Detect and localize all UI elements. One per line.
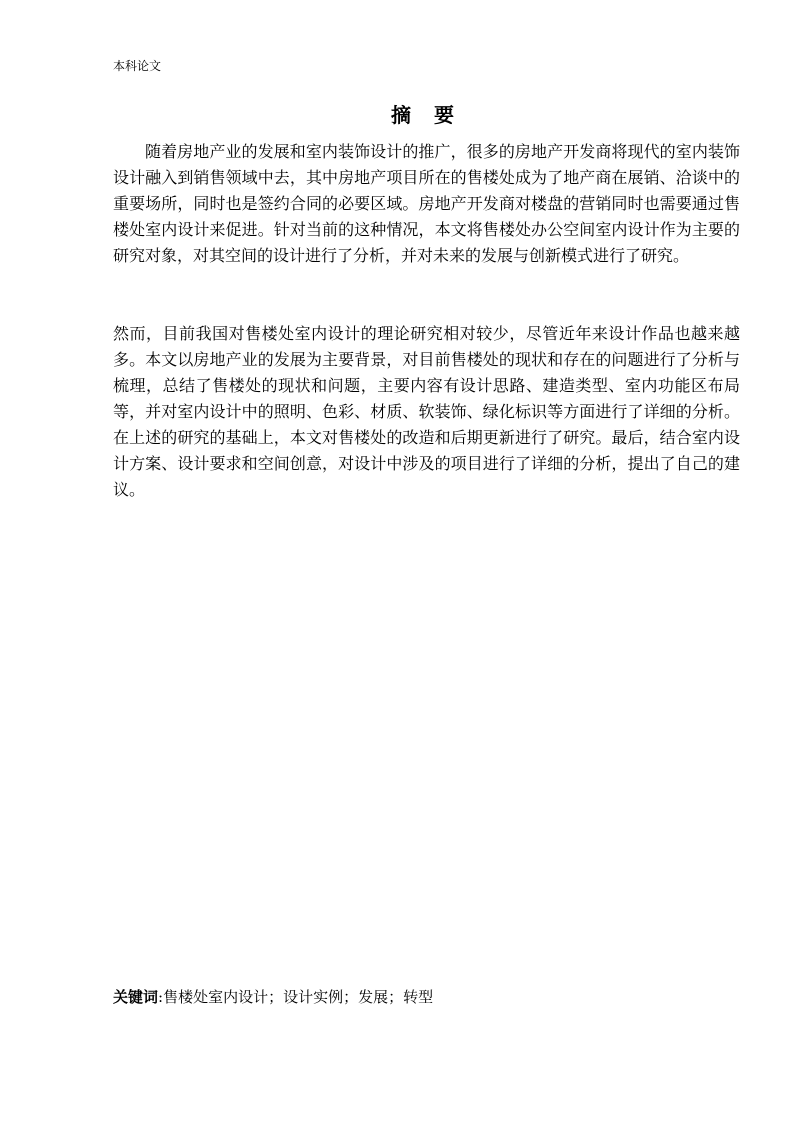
abstract-paragraph-2: 然而，目前我国对售楼处室内设计的理论研究相对较少，尽管近年来设计作品也越来越多。本文以房地产业的发展为主要背景，对目前售楼处的现状和存在的问题进行了分析与梳理，总结了售楼处的现状和问题，主要内容有设计思路、建造类型、室内功能区布局等，并对室内设计中的照明、色彩、材质、软装饰、绿化标识等方面进行了详细的分析。在上述的研究的基础上，本文对售楼处的改造和后期更新进行了研究。最后，结合室内设计方案、设计要求和空间创意，对设计中涉及的项目进行了详细的分析，提出了自己的建议。 (113, 324, 740, 499)
keywords-separator: : (158, 988, 164, 1006)
running-header: 本科论文 (113, 59, 162, 73)
abstract-paragraph-1: 随着房地产业的发展和室内装饰设计的推广，很多的房地产开发商将现代的室内装饰设计融入到销售领域中去，其中房地产项目所在的售楼处成为了地产商在展销、洽谈中的重要场所，同时也是签约合同的必要区域。房地产开发商对楼盘的营销同时也需要通过售楼处室内设计来促进。针对当前的这种情况，本文将售楼处办公空间室内设计作为主要的研究对象，对其空间的设计进行了分析，并对未来的发展与创新模式进行了研究。 (113, 142, 740, 265)
header-rule (113, 80, 683, 81)
keywords-label: 关键词 (113, 988, 159, 1006)
abstract-title: 摘 要 (391, 103, 462, 127)
keywords-value: 售楼处室内设计；设计实例；发展；转型 (163, 988, 434, 1006)
keywords-line (113, 986, 433, 1008)
